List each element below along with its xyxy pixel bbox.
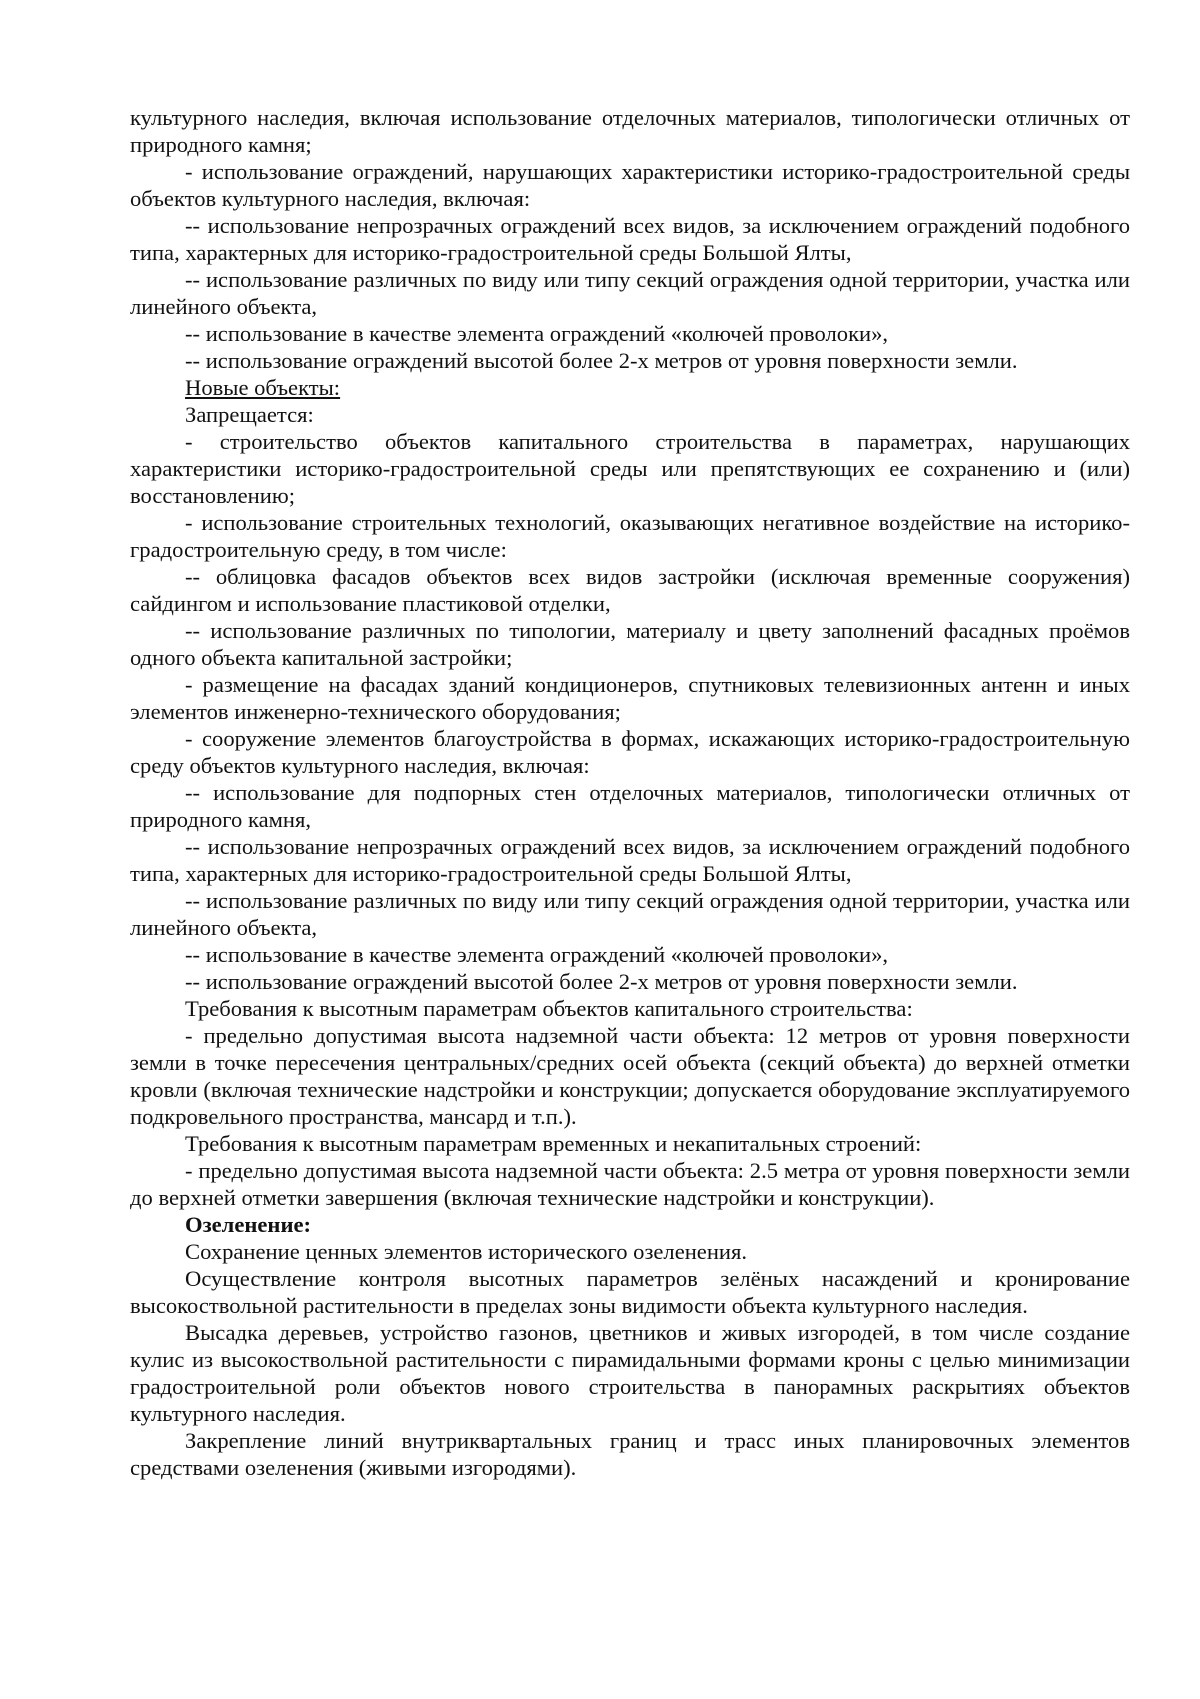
paragraph: - строительство объектов капитального строительства в параметрах, нарушающих характеристики историко-градостроительной среды или препятствующих ее сохранению и (или) восстановлению; [130,429,1130,508]
paragraph: -- использование различных по виду или типу секций ограждения одной территории, участка или линейного объекта, [130,267,1130,319]
paragraph: -- использование в качестве элемента ограждений «колючей проволоки», [185,321,889,346]
paragraph: -- использование ограждений высотой более 2-х метров от уровня поверхности земли. [185,348,1018,373]
paragraph: -- использование непрозрачных ограждений всех видов, за исключением ограждений подобного типа, характерных для историко-градостроительной среды Большой Ялты, [130,834,1130,886]
section-heading: Новые объекты: [185,375,341,400]
paragraph: -- использование непрозрачных ограждений всех видов, за исключением ограждений подобного типа, характерных для историко-градостроительной среды Большой Ялты, [130,213,1130,265]
paragraph: - использование ограждений, нарушающих характеристики историко-градостроительной среды объектов культурного наследия, включая: [130,159,1130,211]
paragraph: -- использование в качестве элемента ограждений «колючей проволоки», [185,942,889,967]
section-heading: Озеленение: [185,1212,312,1237]
paragraph: - предельно допустимая высота надземной части объекта: 2.5 метра от уровня поверхности земли до верхней отметки завершения (включая технические надстройки и конструкции). [130,1158,1130,1210]
paragraph: Требования к высотным параметрам объектов капитального строительства: [185,996,913,1021]
paragraph: -- облицовка фасадов объектов всех видов застройки (исключая временные сооружения) сайдингом и использование пластиковой отделки, [130,564,1130,616]
paragraph: Требования к высотным параметрам временных и некапитальных строений: [185,1131,922,1156]
paragraph: Осуществление контроля высотных параметров зелёных насаждений и кронирование высокоствольной растительности в пределах зоны видимости объекта культурного наследия. [130,1266,1130,1318]
paragraph: Закрепление линий внутриквартальных границ и трасс иных планировочных элементов средствами озеленения (живыми изгородями). [130,1428,1130,1480]
paragraph: - размещение на фасадах зданий кондиционеров, спутниковых телевизионных антенн и иных элементов инженерно-технического оборудования; [130,672,1130,724]
paragraph: -- использование ограждений высотой более 2-х метров от уровня поверхности земли. [185,969,1018,994]
paragraph: Запрещается: [185,402,314,427]
paragraph: культурного наследия, включая использование отделочных материалов, типологически отличных от природного камня; [130,105,1130,157]
paragraph: -- использование для подпорных стен отделочных материалов, типологически отличных от природного камня, [130,780,1130,832]
paragraph: - предельно допустимая высота надземной части объекта: 12 метров от уровня поверхности земли в точке пересечения центральных/средних осей объекта (секций объекта) до верхней отметки кровли (включая технические надстройки и конструкции; допускается оборудование эксплуатируемого подкровельного пространства, мансард и т.п.). [130,1023,1130,1129]
paragraph: -- использование различных по виду или типу секций ограждения одной территории, участка или линейного объекта, [130,888,1130,940]
paragraph: -- использование различных по типологии, материалу и цвету заполнений фасадных проёмов одного объекта капитальной застройки; [130,618,1130,670]
paragraph: - использование строительных технологий, оказывающих негативное воздействие на историко-градостроительную среду, в том числе: [130,510,1130,562]
paragraph: Высадка деревьев, устройство газонов, цветников и живых изгородей, в том числе создание кулис из высокоствольной растительности с пирамидальными формами кроны с целью минимизации градостроительной роли объектов нового строительства в панорамных раскрытиях объектов культурного наследия. [130,1320,1130,1426]
paragraph: Сохранение ценных элементов исторического озеленения. [185,1239,748,1264]
paragraph: - сооружение элементов благоустройства в формах, искажающих историко-градостроительную среду объектов культурного наследия, включая: [130,726,1130,778]
document-page [130,104,1130,1481]
